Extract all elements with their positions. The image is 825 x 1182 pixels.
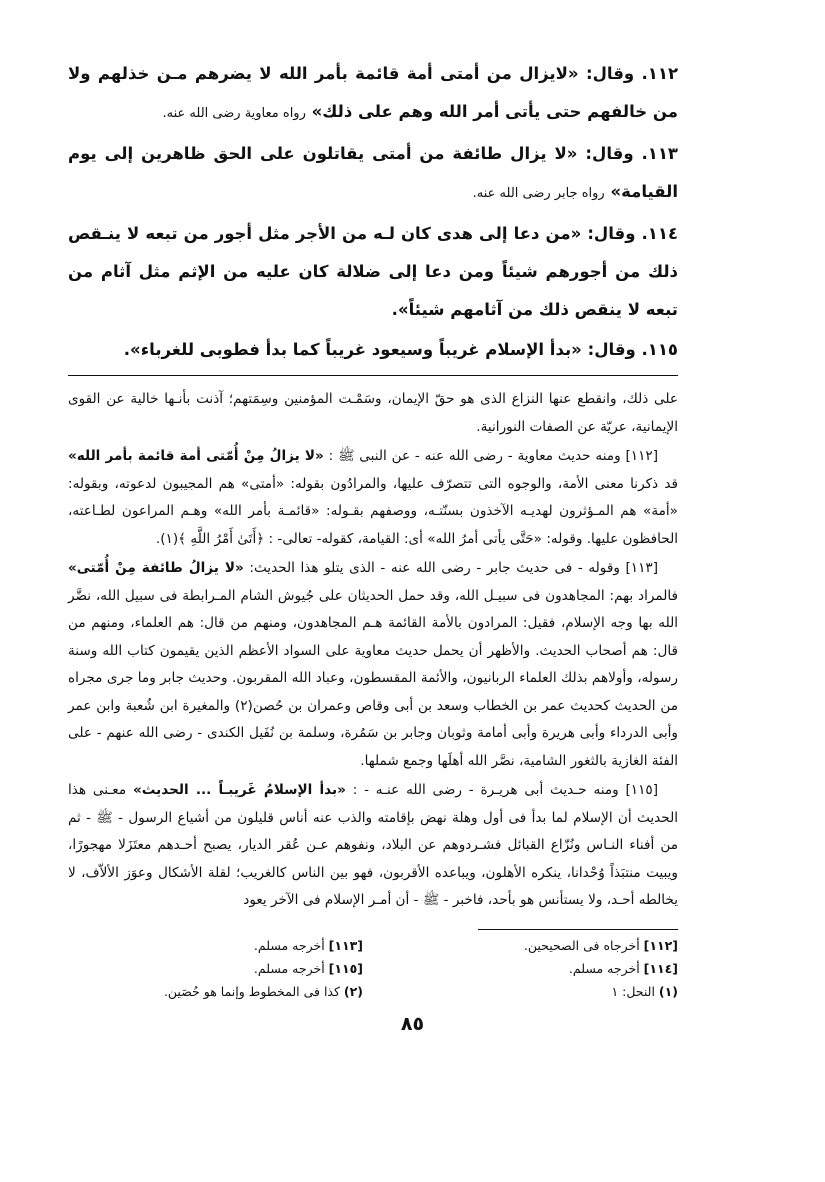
hadith-text: «من دعا إلى هدى كان لـه من الأجر مثل أجور من تبعه لا ينـقص ذلك من أجورهم شيئاً ومن دعا إلى ضلالة كان عليه من الإثم مثل آثام من تبعه لا ينقص ذلك من آثامهم شيئاً».: [68, 224, 678, 319]
hadith-number: ١١٣: [647, 144, 678, 163]
footnote-item: [١١٤] أخرجه مسلم.: [568, 960, 678, 976]
commentary-quote: «لا يزالُ طائفة مِنْ أُمّتى»: [68, 560, 244, 576]
page-body: [68, 55, 678, 999]
commentary-113: [68, 555, 678, 775]
footnotes: [68, 938, 678, 999]
footnote-item: [١١٢] أخرجاه فى الصحيحين.: [523, 937, 678, 953]
hadith-112: ١١٢. وقال: «لايزال من أمتى أمة قائمة بأمر الله لا يضرهم مـن خذلهم ولا من خالفهم حتى يأتى أمر الله وهم على ذلك» رواه معاوية رضى الله عنه.: [68, 64, 679, 121]
footnote-item: [١١٣] أخرجه مسلم.: [253, 937, 363, 953]
hadith-text: «لايزال من أمتى أمة قائمة بأمر الله لا يضرهم مـن خذلهم ولا من خالفهم حتى يأتى أمر الله وهم على ذلك»: [68, 64, 678, 121]
hadith-number: ١١٤: [647, 224, 679, 243]
commentary-lead: [١١٥] ومنه حـديث أبى هريـرة - رضى الله عنـه - :: [352, 782, 659, 798]
commentary-paragraph: على ذلك، وانقطع عنها النزاع الذى هو حقّ الإيمان، وسَمْـت المؤمنين وسِمَتهم؛ آذنت بأنـها خالية عن القوى الإيمانية، عريّة عن الصفات النورانية.: [68, 391, 678, 435]
page-number: ٨٥: [400, 1013, 425, 1035]
hadith-intro: وقال:: [585, 144, 634, 163]
hadith-115: ١١٥. وقال: «بدأ الإسلام غريباً وسيعود غريباً كما بدأ فطوبى للغرباء».: [123, 340, 678, 359]
hadith-text: «بدأ الإسلام غريباً وسيعود غريباً كما بدأ فطوبى للغرباء».: [123, 340, 582, 359]
commentary-lead: [١١٣] وقوله - فى حديث جابر - رضى الله عنه - الذى يتلو هذا الحديث:: [249, 560, 658, 576]
hadith-intro: وقال:: [585, 64, 635, 83]
hadith-number: ١١٢: [647, 64, 679, 83]
hadith-text: «لا يزال طائفة من أمتى يقاتلون على الحق ظاهرين إلى يوم القيامة»: [68, 144, 678, 201]
footnote-item: [١١٥] أخرجه مسلم.: [253, 960, 363, 976]
footnote-item: (٢) كذا فى المخطوط وإنما هو حُصَين.: [163, 983, 363, 999]
footnote-divider: [478, 929, 678, 930]
commentary-body: قد ذكرنا معنى الأمة، والوجوه التى تتصرّف عليها، والمرادُون بقوله: «أمتى» هم المجيبون لدعوته، وبقوله: «أمة» هم المـؤثرون لهديـه الآخذون بسنّتـه، ووصفهم بقـوله: «قائمـة بأمر الله» وهـم المراعون لطـاعته، الحافظون عليها. وقوله: «حَتَّى يأتى أمرُ الله» أى: القيامة، كقوله- تعالى- : ﴿أَتَىٰ أَمْرُ اللَّهِ ﴾(١).: [68, 475, 678, 547]
commentary-quote: «لا يزالُ مِنْ أُمّتى أمة قائمة بأمر الله»: [68, 448, 324, 464]
commentary-body: معـنى هذا الحديث أن الإسلام لما بدأ فى أول وهلة نهض بإقامته والذب عنه أناس قليلون من أشياع الرسول - ﷺ - ثم من أفناء النـاس ونُزّاع القبائل فشـردوهم عن البلاد، ونفوهم عـن عُقر الديار، يصبح أحـدهم معتَزَلا مهجورًا، ويبيت منتبَذاً وُحْدانا، ينكره الأهلون، ويباعده الأقربون، فهو بين الناس كالغريب؛ لقلة الأشكال وعوَز الألاّف، لا يخالطه أحـد، ولا يستأنس هو بأحد، فاخبر - ﷺ - أن أمـر الإسلام فى الآخر يعود: [68, 782, 678, 908]
hadith-113: ١١٣. وقال: «لا يزال طائفة من أمتى يقاتلون على الحق ظاهرين إلى يوم القيامة» رواه جابر رضى الله عنه.: [68, 144, 678, 201]
hadith-114: ١١٤. وقال: «من دعا إلى هدى كان لـه من الأجر مثل أجور من تبعه لا ينـقص ذلك من أجورهم شيئاً ومن دعا إلى ضلالة كان عليه من الإثم مثل آثام من تبعه لا ينقص ذلك من آثامهم شيئاً».: [68, 224, 679, 319]
hadith-number: ١١٥: [647, 340, 678, 359]
hadith-reference: رواه معاوية رضى الله عنه.: [162, 106, 306, 121]
hadith-intro: وقال:: [587, 224, 636, 243]
hadith-reference: رواه جابر رضى الله عنه.: [472, 186, 605, 201]
commentary-body: فالمراد بهم: المجاهدون فى سبيـل الله، وقد حمل الحديثان على جُيوش الشام المـرابطة فى سبيل الله، نضَّر الله بها وجه الإسلام، فقيل: المرادون بالأمة القائمة هـم المجاهدون، ومنهم من قال: هم العلماء، ومنهم من قال: هم أصحاب الحديث. والأظهر أن يحمل حديث معاوية على السواد الأعظم الذين يقيمون كتاب الله وسنة رسوله، وأولاهم بذلك العلماء الربانيون، والأئمة المقسطون، وعباد الله المقربون. وحديث جابر وما جرى مجراه من الحديث كحديث عمر بن الخطاب وسعد بن أبى وقاص وعمران بن حُصن(٢) والمغيرة ابن شُعبة وابن عمر وأبى الدرداء وأبى هريرة وأبى أمامة وثوبان وجابر بن سَمُرة، وسلمة بن نُفَيل الكندى - رضى الله عنهم - على الفئة الغازية بالثغور الشامية، نصَّر الله أهلَها وجمع شملها.: [68, 587, 678, 769]
footnote-item: (١) النحل: ١: [611, 983, 678, 999]
section-divider: [68, 375, 678, 376]
hadith-intro: وقال:: [587, 340, 636, 359]
commentary-115: [68, 777, 678, 915]
commentary-112: [68, 443, 678, 553]
commentary-quote: «بدأ الإسلامُ غَريبـاً ... الحديث»: [132, 782, 346, 798]
commentary-lead: [١١٢] ومنه حديث معاوية - رضى الله عنه - عن النبى ﷺ :: [328, 448, 658, 464]
